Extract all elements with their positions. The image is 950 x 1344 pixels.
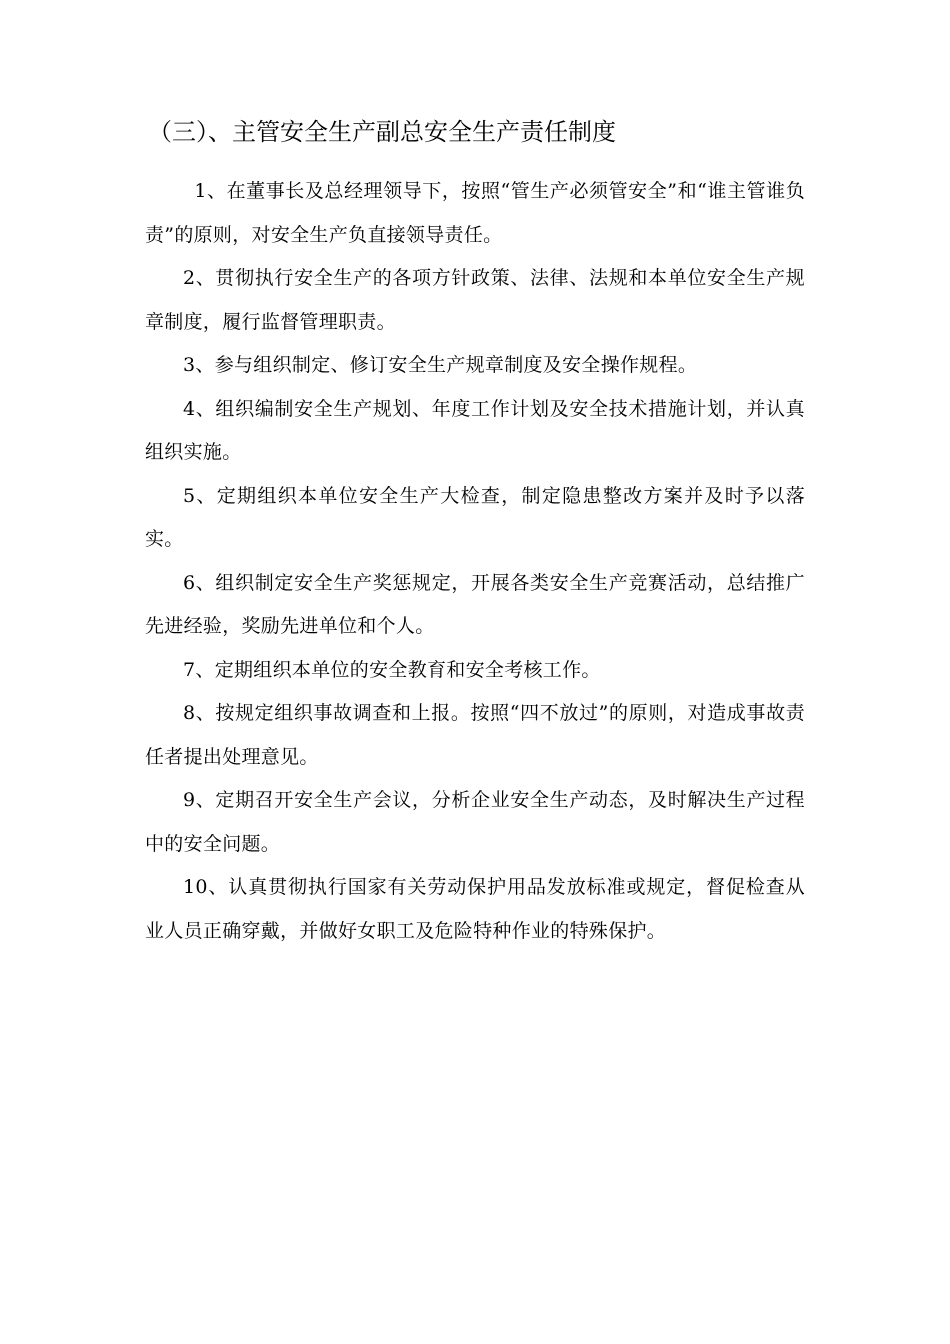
paragraph-3: 3、参与组织制定、修订安全生产规章制度及安全操作规程。: [183, 354, 698, 376]
paragraph-9: 9、定期召开安全生产会议，分析企业安全生产动态，及时解决生产过程中的安全问题。: [145, 789, 805, 855]
paragraph-2: 2、贯彻执行安全生产的各项方针政策、法律、法规和本单位安全生产规章制度，履行监督管理职责。: [145, 267, 805, 333]
paragraph-6: 6、组织制定安全生产奖惩规定，开展各类安全生产竞赛活动，总结推广先进经验，奖励先进单位和个人。: [145, 571, 805, 637]
paragraph-8: 8、按规定组织事故调查和上报。按照“四不放过”的原则，对造成事故责任者提出处理意见。: [145, 702, 805, 768]
paragraph-7: 7、定期组织本单位的安全教育和安全考核工作。: [183, 658, 601, 681]
paragraph-1: 1、在董事长及总经理领导下，按照“管生产必须管安全”和“谁主管谁负责”的原则，对安全生产负直接领导责任。: [145, 180, 805, 246]
paragraph-10: 10、认真贯彻执行国家有关劳动保护用品发放标准或规定，督促检查从业人员正确穿戴，并做好女职工及危险特种作业的特殊保护。: [145, 876, 805, 942]
document-body: [145, 170, 805, 953]
paragraph-5: 5、定期组织本单位安全生产大检查，制定隐患整改方案并及时予以落实。: [145, 484, 805, 550]
document-title: （三）、主管安全生产副总安全生产责任制度: [148, 118, 616, 146]
paragraph-4: 4、组织编制安全生产规划、年度工作计划及安全技术措施计划，并认真组织实施。: [145, 397, 805, 463]
